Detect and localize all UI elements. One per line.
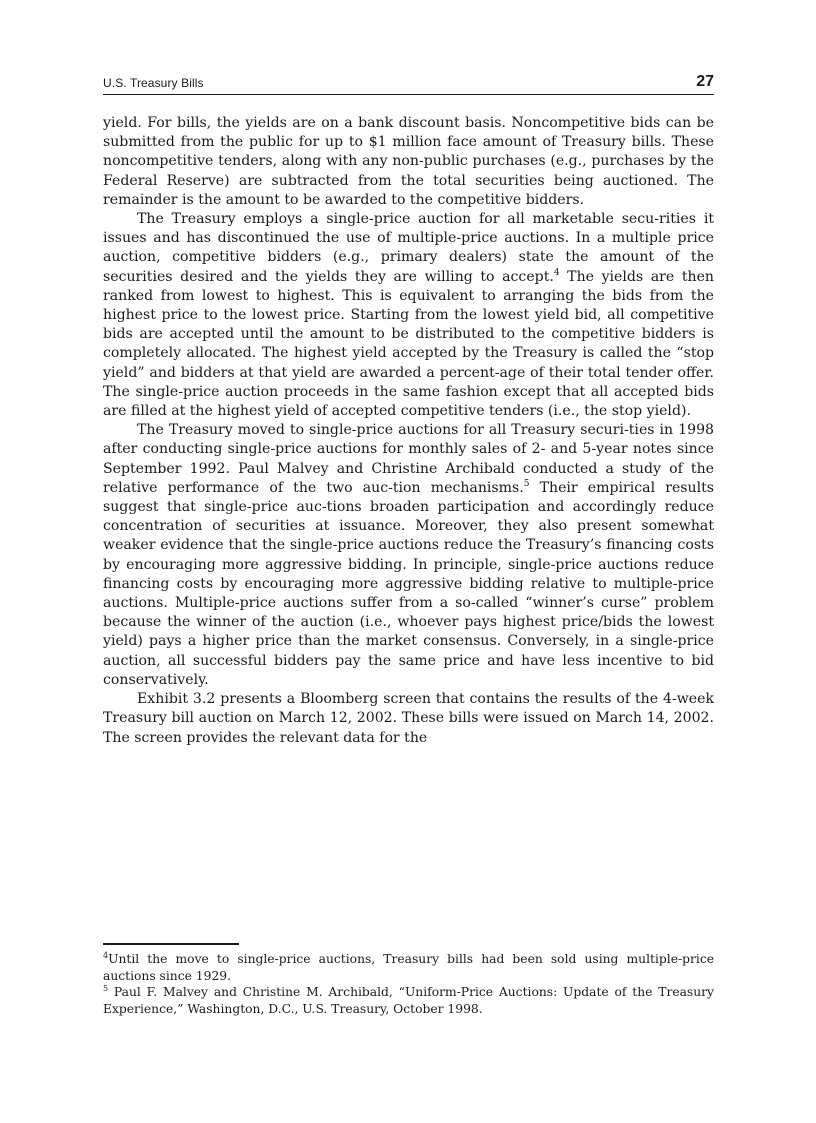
paragraph-1: yield. For bills, the yields are on a bank discount basis. Noncompetitive bids can be submitted from the public for up to $1 million face amount of Treasury bills. These noncompetitive tenders, along with any non-public purchases (e.g., purchases by the Federal Reserve) are subtracted from the total securities being auctioned. The remainder is the amount to be awarded to the competitive bidders. [103, 115, 714, 208]
footnote-4 [103, 951, 714, 984]
paragraph-3-part-a: The Treasury moved to single-price auctions for all Treasury securi-ties in 1998 after conducting single-price auctions for monthly sales of 2- and 5-year notes since September 1992. Paul Malvey and Christine Archibald conducted a study of the relative performance of the two auc-tion mechanisms. [103, 422, 714, 496]
footnotes [103, 951, 714, 1017]
body-text [103, 114, 714, 748]
paragraph-4: Exhibit 3.2 presents a Bloomberg screen that contains the results of the 4-week Treasury bill auction on March 12, 2002. These bills were issued on March 14, 2002. The screen provides the relevant data for the [103, 691, 714, 746]
footnote-5 [103, 984, 714, 1017]
footnote-4-text: Until the move to single-price auctions, Treasury bills had been sold using multiple-price auctions since 1929. [103, 952, 714, 983]
paragraph-2-part-b: The yields are then ranked from lowest to highest. This is equivalent to arranging the bids from the highest price to the lowest price. Starting from the lowest yield bid, all competitive bids are accepted until the amount to be distributed to the competitive bidders is completely allocated. The highest yield accepted by the Treasury is called the “stop yield” and bidders at that yield are awarded a percent-age of their total tender offer. The single-price auction proceeds in the same fashion except that all accepted bids are filled at the highest yield of accepted competitive tenders (i.e., the stop yield). [103, 268, 714, 420]
paragraph-2 [103, 210, 714, 421]
footnote-divider [103, 943, 239, 945]
footnote-5-mark: 5 [103, 984, 109, 993]
footnote-5-text: Paul F. Malvey and Christine M. Archibald, “Uniform-Price Auctions: Update of the Treasury Experience,” Washington, D.C., U.S. Treasury, October 1998. [103, 985, 714, 1016]
paragraph-3-part-b: Their empirical results suggest that single-price auc-tions broaden participation and accordingly reduce concentration of securities at issuance. Moreover, they also present somewhat weaker evidence that the single-price auctions reduce the Treasury’s financing costs by encouraging more aggressive bidding. In principle, single-price auctions reduce financing costs by encouraging more aggressive bidding relative to multiple-price auctions. Multiple-price auctions suffer from a so-called “winner’s curse” problem because the winner of the auction (i.e., whoever pays highest price/bids the lowest yield) pays a higher price than the market consensus. Conversely, in a single-price auction, all successful bidders pay the same price and have less incentive to bid conservatively. [103, 479, 715, 688]
footnote-ref-4: 4 [553, 267, 560, 278]
page-number: 27 [696, 73, 714, 90]
running-header [103, 72, 714, 95]
footnote-ref-5: 5 [523, 478, 530, 489]
paragraph-2-part-a: The Treasury employs a single-price auction for all marketable secu-rities it issues and has discontinued the use of multiple-price auctions. In a multiple price auction, competitive bidders (e.g., primary dealers) state the amount of the securities desired and the yields they are willing to accept. [103, 211, 714, 285]
paragraph-3 [103, 421, 714, 690]
footnote-4-mark: 4 [103, 951, 109, 960]
running-title: U.S. Treasury Bills [103, 76, 204, 90]
